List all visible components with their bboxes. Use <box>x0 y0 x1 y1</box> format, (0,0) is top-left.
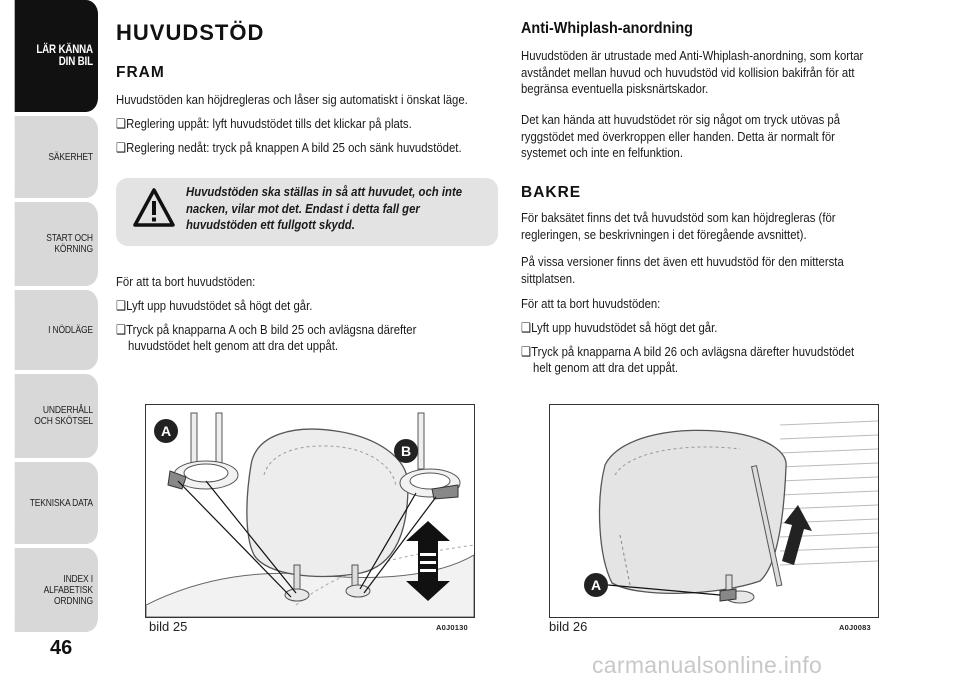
figure-25 <box>145 404 475 618</box>
rear-headrest-illustration <box>550 405 878 617</box>
anti-whiplash-text-1: Huvudstöden är utrustade med Anti-Whiplash-anordning, som kortar avståndet mellan huvud och huvudstöd vid kollision bakifrån för att begränsa eventuella pisksnärtskador. <box>521 48 864 96</box>
rear-text-2: På vissa versioner finns det även ett huvudstöd för den mittersta sittplatsen. <box>521 254 844 286</box>
bullet-lift: ❑ Lyft upp huvudstödet så högt det går. <box>116 298 312 315</box>
tab-lar-kanna-din-bil[interactable]: LÄR KÄNNA DIN BIL <box>15 0 98 112</box>
warning-triangle-icon <box>132 186 176 230</box>
tab-sakerhet[interactable]: SÄKERHET <box>15 116 98 198</box>
rear-text-1: För baksätet finns det två huvudstöd som kan höjdregleras (för regleringen, se beskrivningen i det föregående avsnittet). <box>521 210 836 242</box>
rear-remove-intro: För att ta bort huvudstöden: <box>521 296 661 311</box>
front-heading: FRAM <box>116 64 165 81</box>
figure-26-code: A0J0083 <box>839 623 871 632</box>
marker-a-fig26: A <box>590 577 602 593</box>
bullet-adjust-up: ❑ Reglering uppåt: lyft huvudstödet tills det klickar på plats. <box>116 116 412 133</box>
tab-index-i-alfabetisk-ordning[interactable]: INDEX I ALFABETISK ORDNING <box>15 548 98 632</box>
rear-heading: BAKRE <box>521 184 582 201</box>
marker-b-fig25: B <box>400 443 412 459</box>
tab-start-och-korning[interactable]: START OCH KÖRNING <box>15 202 98 286</box>
anti-whiplash-heading: Anti-Whiplash-anordning <box>521 20 693 37</box>
watermark: carmanualsonline.info <box>592 652 823 678</box>
intro-text: Huvudstöden kan höjdregleras och låser sig automatiskt i önskat läge. <box>116 92 468 107</box>
rear-bullet-press-a: ❑ Tryck på knapparna A bild 26 och avlägsna därefter huvudstödet <box>521 344 854 361</box>
figure-25-label: bild 25 <box>149 619 188 634</box>
page-number: 46 <box>50 637 73 659</box>
figure-25-code: A0J0130 <box>436 623 468 632</box>
front-headrest-illustration <box>146 405 474 617</box>
figure-26-label: bild 26 <box>549 619 588 634</box>
figure-26 <box>549 404 879 618</box>
section-title: HUVUDSTÖD <box>116 20 265 45</box>
tab-underhall-och-skotsel[interactable]: UNDERHÅLL OCH SKÖTSEL <box>15 374 98 458</box>
warning-text: Huvudstöden ska ställas in så att huvudet, och inte nacken, vilar mot det. Endast i detta fall ger huvudstöden ett fullgott skydd. <box>186 184 463 232</box>
rear-bullet-press-a-cont: helt genom att dra det uppåt. <box>533 360 679 375</box>
bullet-press-ab: ❑ Tryck på knapparna A och B bild 25 och avlägsna därefter <box>116 322 416 339</box>
anti-whiplash-text-2: Det kan hända att huvudstödet rör sig något om tryck utövas på ryggstödet med överkroppen eller handen. Detta är normalt för systemet och inte en felfunktion. <box>521 112 841 160</box>
bullet-press-ab-cont: huvudstödet helt genom att dra det uppåt. <box>128 338 339 353</box>
up-arrow-icon <box>782 505 812 565</box>
bullet-adjust-down: ❑ Reglering nedåt: tryck på knappen A bild 25 och sänk huvudstödet. <box>116 140 462 157</box>
tab-tekniska-data[interactable]: TEKNISKA DATA <box>15 462 98 544</box>
marker-a-fig25: A <box>160 423 172 439</box>
rear-bullet-lift: ❑ Lyft upp huvudstödet så högt det går. <box>521 320 717 337</box>
warning-box <box>116 178 498 246</box>
chapter-sidebar <box>0 0 100 640</box>
remove-intro: För att ta bort huvudstöden: <box>116 274 256 289</box>
tab-i-nodlage[interactable]: I NÖDLÄGE <box>15 290 98 370</box>
